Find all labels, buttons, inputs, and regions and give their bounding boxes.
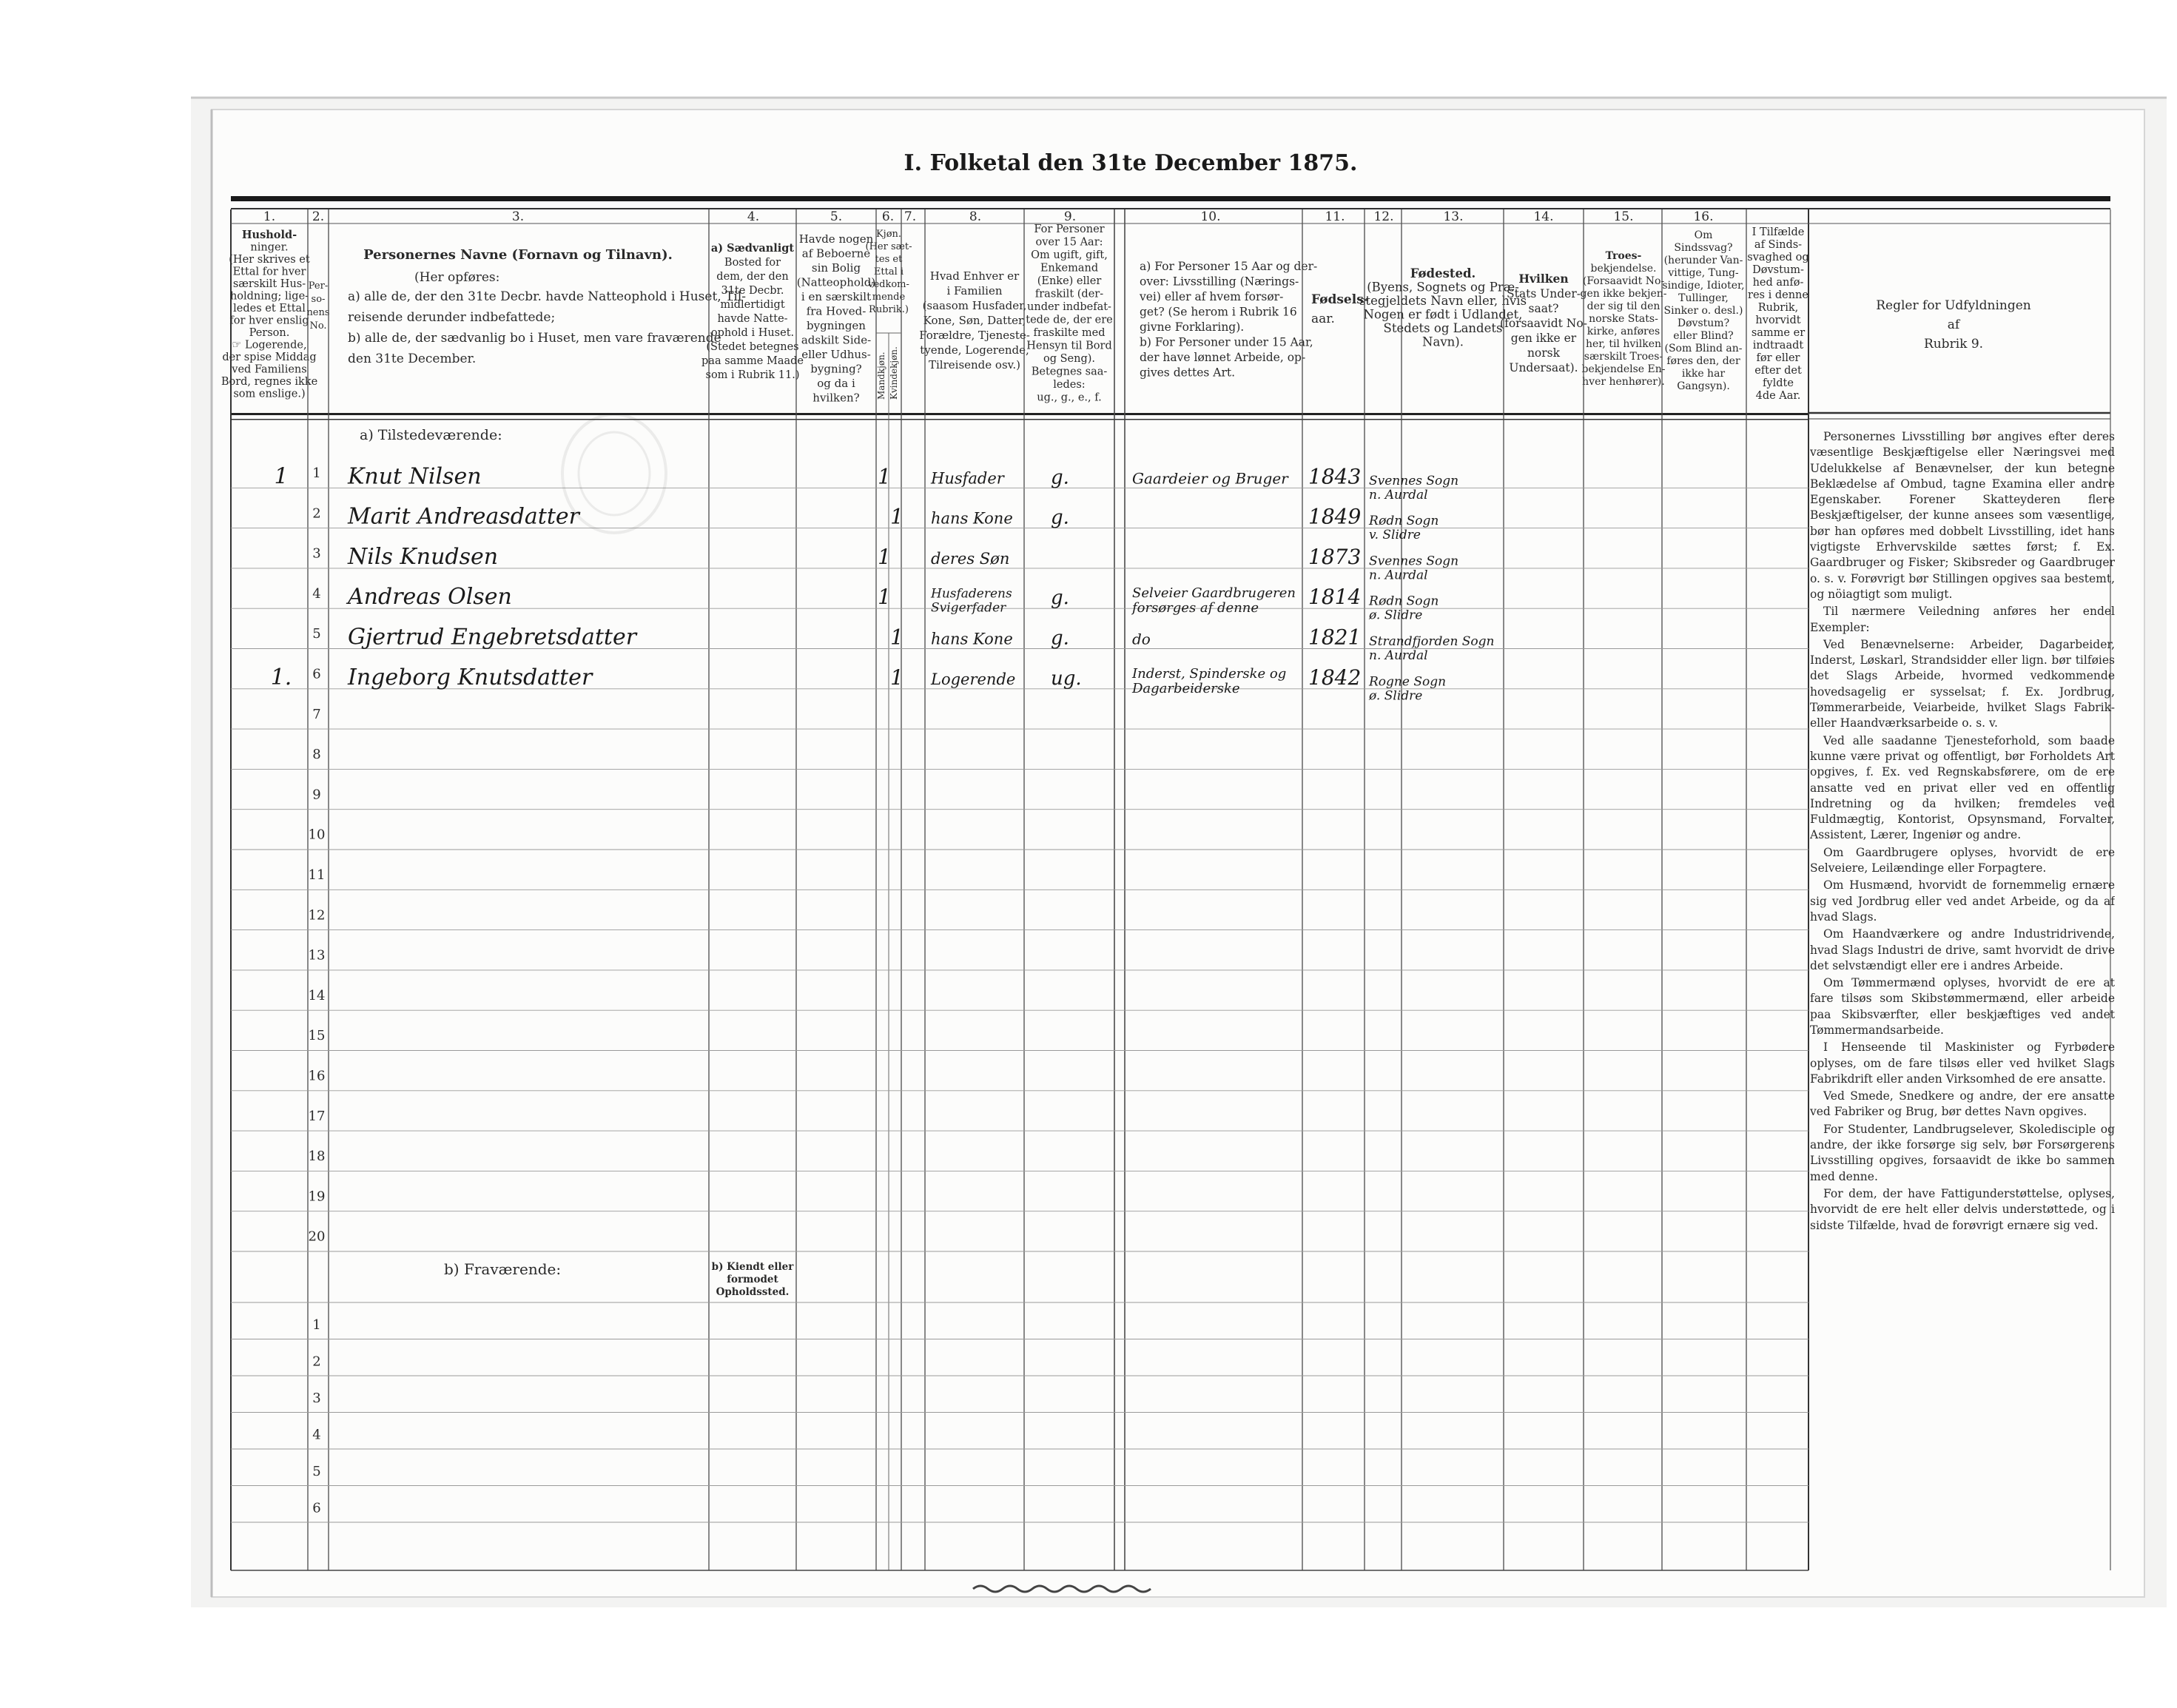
column-header-line: a) Sædvanligt bbox=[710, 242, 795, 255]
gender-female-mark: 1 bbox=[890, 504, 904, 529]
column-number: 3. bbox=[511, 209, 525, 224]
column-header-line: der spise Middag bbox=[222, 352, 317, 363]
column-header-line: Troes- bbox=[1605, 250, 1642, 262]
column-header-line: I Tilfælde bbox=[1752, 226, 1805, 238]
occupation: do bbox=[1132, 630, 1151, 648]
column-header-line: vedkom- bbox=[868, 279, 909, 290]
column-header-line: (forsaavidt No- bbox=[1500, 317, 1587, 330]
column-header-line: (Stedet betegnes bbox=[706, 341, 799, 353]
rules-paragraph: Om Gaardbrugere oplyses, hvorvidt de ere Selveiere, Leilændinge eller Forpagtere. bbox=[1810, 845, 2115, 875]
family-role: Logerende bbox=[931, 670, 1016, 688]
column-header-line: Betegnes saa- bbox=[1031, 366, 1108, 378]
occupation: Dagarbeiderske bbox=[1132, 680, 1240, 696]
column-header-line: stegjeldets Navn eller, hvis bbox=[1359, 294, 1527, 308]
column-header-line: b) alle de, der sædvanlig bo i Huset, men vare fraværende bbox=[348, 331, 721, 346]
gender-female-mark: 1 bbox=[890, 625, 904, 650]
column-header-line: ledes et Ettal bbox=[233, 303, 306, 315]
rules-paragraph: For dem, der have Fattigunderstøttelse, oplyses, hvorvidt de ere helt eller delvis understøttede, og i sidste Tilfælde, hvad de forøvrigt ernære sig ved. bbox=[1810, 1186, 2115, 1232]
column-header-line: No. bbox=[309, 320, 327, 332]
marital-status: g. bbox=[1051, 587, 1069, 610]
column-header-line: (saasom Husfader, bbox=[922, 299, 1027, 312]
marital-status: ug. bbox=[1051, 667, 1082, 690]
marital-status: g. bbox=[1051, 506, 1069, 529]
section-present-label: a) Tilstedeværende: bbox=[360, 427, 502, 443]
column-number: 1. bbox=[263, 209, 276, 224]
column-number: 7. bbox=[904, 209, 917, 224]
column-header-line: over 15 Aar: bbox=[1035, 236, 1103, 249]
row-number: 3 bbox=[312, 545, 321, 562]
column-header-line: Forældre, Tjeneste- bbox=[919, 329, 1030, 342]
rules-paragraph: Om Tømmermænd oplyses, hvorvidt de ere at fare tilsøs som Skibstømmermænd, eller arbeide paa Skibsværfter, eller beskjæftiges ved andet Tømmermandsarbeide. bbox=[1810, 976, 2115, 1037]
column-header-line: og da i bbox=[817, 377, 855, 390]
column-header-line: eller Blind? bbox=[1673, 330, 1734, 342]
column-header-line: over: Livsstilling (Nærings- bbox=[1140, 275, 1299, 289]
row-number: 2 bbox=[312, 1354, 321, 1370]
column-header-line: Gangsyn). bbox=[1677, 380, 1730, 392]
column-header-line: ved Familiens bbox=[232, 363, 307, 376]
column-header-line: Stats Under- bbox=[1507, 287, 1581, 300]
column-header-line: (Som Blind an- bbox=[1664, 343, 1743, 354]
gender-subheader: Kvindekjøn. bbox=[889, 346, 899, 400]
row-number: 1 bbox=[312, 465, 321, 481]
column-header-line: hvorvidt bbox=[1755, 315, 1801, 326]
family-role: hans Kone bbox=[931, 630, 1013, 648]
column-number: 8. bbox=[969, 209, 982, 224]
row-number: 12 bbox=[308, 907, 326, 924]
column-header-line: bygning? bbox=[810, 362, 862, 376]
column-number: 15. bbox=[1613, 209, 1634, 224]
column-header-line: før eller bbox=[1756, 352, 1800, 364]
column-header-line: fraskilte med bbox=[1033, 327, 1106, 339]
column-header-line: bekjendelse. bbox=[1590, 263, 1657, 275]
column-header-line: ophold i Huset. bbox=[710, 327, 795, 339]
row-number: 6 bbox=[312, 666, 321, 682]
column-header-line: i Familien bbox=[946, 284, 1003, 297]
row-number: 19 bbox=[308, 1188, 326, 1205]
column-header-line: Havde nogen bbox=[798, 232, 874, 246]
column-header-line: hvilken? bbox=[812, 391, 860, 405]
column-header-line: Bosted for bbox=[724, 257, 781, 269]
column-header-line: gen ikke er bbox=[1510, 332, 1577, 345]
column-header-line: Ettal for hver bbox=[232, 266, 306, 278]
column-header-line: fraskilt (der- bbox=[1034, 288, 1104, 300]
column-header-line: Navn). bbox=[1422, 334, 1464, 349]
column-header-line: Undersaat). bbox=[1509, 361, 1578, 374]
column-number: 5. bbox=[830, 209, 843, 224]
column-header-line: aar. bbox=[1311, 312, 1335, 326]
column-header-line: a) For Personer 15 Aar og der- bbox=[1140, 260, 1318, 273]
birthplace: Rødn Sogn bbox=[1369, 594, 1439, 609]
column-header-line: Ettal i bbox=[873, 266, 904, 278]
row-number: 6 bbox=[312, 1500, 321, 1516]
person-name: Andreas Olsen bbox=[348, 584, 512, 611]
occupation: Inderst, Spinderske og bbox=[1132, 665, 1287, 682]
row-number: 17 bbox=[308, 1108, 326, 1124]
column-header-line: af Sinds- bbox=[1754, 239, 1803, 251]
birthplace: v. Slidre bbox=[1369, 528, 1421, 543]
absent-note-line: formodet bbox=[727, 1274, 778, 1285]
column-number: 13. bbox=[1443, 209, 1464, 224]
occupation: forsørges af denne bbox=[1132, 600, 1259, 616]
row-number: 4 bbox=[312, 585, 321, 602]
column-header-line: fyldte bbox=[1763, 377, 1794, 389]
family-role: deres Søn bbox=[931, 549, 1010, 568]
row-number: 8 bbox=[312, 747, 321, 763]
birthplace: n. Aurdal bbox=[1369, 568, 1428, 583]
row-number: 15 bbox=[308, 1028, 326, 1044]
birthplace: Rogne Sogn bbox=[1369, 674, 1447, 690]
column-header-line: Regler for Udfyldningen bbox=[1876, 298, 2031, 313]
column-header-line: hver henhører). bbox=[1582, 376, 1665, 388]
rules-paragraph: Om Husmænd, hvorvidt de fornemmelig ernære sig ved Jordbrug eller ved andet Arbeide, og da af hvad Slags. bbox=[1810, 878, 2115, 924]
birthplace: ø. Slidre bbox=[1369, 688, 1423, 704]
column-header-line: vei) eller af hvem forsør- bbox=[1140, 290, 1284, 303]
column-header-line: bekjendelse En- bbox=[1581, 363, 1666, 375]
row-number: 4 bbox=[312, 1427, 321, 1443]
column-header-line: der have lønnet Arbeide, op- bbox=[1140, 351, 1306, 364]
column-number: 9. bbox=[1063, 209, 1077, 224]
column-header-line: Personernes Navne (Fornavn og Tilnavn). bbox=[363, 247, 673, 263]
column-header-line: svaghed og bbox=[1747, 252, 1809, 263]
column-header-line: adskilt Side- bbox=[801, 333, 872, 347]
occupation: Selveier Gaardbrugeren bbox=[1132, 585, 1296, 602]
column-header-line: efter det bbox=[1754, 365, 1802, 377]
column-header-line: Hushold- bbox=[241, 229, 297, 241]
column-header-line: sindige, Idioter, bbox=[1662, 280, 1745, 292]
column-header-line: den 31te December. bbox=[348, 352, 477, 366]
column-header-line: som enslige.) bbox=[233, 388, 306, 400]
column-header-line: gen ikke bekjen- bbox=[1580, 288, 1667, 300]
column-header-line: og Seng). bbox=[1043, 353, 1096, 365]
column-header-line: hed anfø- bbox=[1752, 277, 1804, 289]
marital-status: g. bbox=[1051, 627, 1069, 650]
row-number: 3 bbox=[312, 1391, 321, 1406]
row-number: 7 bbox=[312, 706, 321, 722]
column-header-line: Rubrik 9. bbox=[1923, 337, 1984, 352]
column-number: 2. bbox=[312, 209, 325, 224]
column-header-line: ledes: bbox=[1053, 379, 1086, 391]
column-header-line: 4de Aar. bbox=[1755, 390, 1801, 402]
absent-note-line: b) Kiendt eller bbox=[711, 1261, 794, 1273]
birth-year: 1814 bbox=[1308, 585, 1362, 610]
column-header-line: Bord, regnes ikke bbox=[221, 376, 318, 388]
column-header-line: her, til hvilken bbox=[1585, 338, 1662, 350]
person-name: Marit Andreasdatter bbox=[348, 503, 579, 530]
column-header-line: Rubrik.) bbox=[869, 304, 909, 315]
person-name: Nils Knudsen bbox=[348, 543, 499, 570]
column-header-line: Døvstum- bbox=[1752, 264, 1804, 276]
rules-paragraph: I Henseende til Maskinister og Fyrbødere oplyses, om de fare tilsøs eller ved hvilket Slags Fabrikdrift eller anden Virksomhed de ere ansatte. bbox=[1810, 1040, 2115, 1086]
row-number: 10 bbox=[308, 827, 326, 843]
birthplace: ø. Slidre bbox=[1369, 608, 1423, 623]
column-header-line: holdning; lige- bbox=[229, 290, 309, 303]
rules-paragraph: Om Haandværkere og andre Industridrivende, hvad Slags Industri de drive, samt hvorvidt de drive det selvstændigt eller ere i andres Arbeide. bbox=[1810, 927, 2115, 972]
birth-year: 1873 bbox=[1308, 544, 1362, 569]
column-header-line: mende bbox=[872, 292, 906, 303]
row-number: 20 bbox=[308, 1228, 326, 1245]
column-header-line: so- bbox=[311, 294, 326, 305]
column-number: 11. bbox=[1325, 209, 1345, 224]
column-header-line: Fødsels- bbox=[1311, 292, 1369, 307]
column-header-line: der sig til den bbox=[1587, 300, 1660, 312]
column-header-line: (Forsaavidt No- bbox=[1582, 275, 1665, 287]
column-header-line: havde Natte- bbox=[717, 313, 788, 325]
column-header-line: Enkemand bbox=[1040, 262, 1099, 275]
birthplace: Rødn Sogn bbox=[1369, 514, 1439, 529]
column-header-line: saat? bbox=[1528, 302, 1559, 315]
column-header-line: Hvad Enhver er bbox=[929, 269, 1020, 283]
column-header-line: sin Bolig bbox=[811, 261, 861, 275]
column-header-line: Rubrik, bbox=[1757, 302, 1799, 314]
gender-male-mark: 1 bbox=[878, 464, 891, 489]
row-number: 9 bbox=[312, 787, 321, 803]
column-header-line: dem, der den bbox=[716, 271, 789, 283]
column-header-line: tes et bbox=[875, 254, 903, 265]
column-header-line: i en særskilt bbox=[801, 290, 872, 303]
household-count: 1. bbox=[270, 664, 292, 690]
column-header-line: Kjøn. bbox=[875, 229, 902, 240]
column-header-line: Stedets og Landets bbox=[1383, 321, 1503, 335]
row-number: 13 bbox=[308, 947, 326, 964]
column-header-line: 31te Decbr. bbox=[721, 285, 784, 297]
column-header-1 bbox=[221, 229, 317, 400]
column-header-line: under indbefat- bbox=[1027, 301, 1111, 313]
column-header-line: ug., g., e., f. bbox=[1037, 391, 1102, 404]
column-header-line: for hver enslig bbox=[229, 315, 309, 327]
row-number: 11 bbox=[308, 867, 326, 883]
column-header-line: særskilt Hus- bbox=[232, 278, 306, 290]
column-header-line: Sindssvag? bbox=[1674, 242, 1733, 254]
column-header-line: a) alle de, der den 31te Decbr. havde Natteophold i Huset, Til- bbox=[348, 289, 747, 304]
family-role: Husfaderens bbox=[931, 586, 1012, 602]
row-number: 14 bbox=[308, 987, 326, 1003]
column-header-line: (Her opføres: bbox=[414, 270, 500, 285]
rules-sidebar-text bbox=[1810, 429, 2115, 1569]
column-header-line: ninger. bbox=[250, 241, 289, 254]
rules-paragraph: Personernes Livsstilling bør angives efter deres væsentlige Beskjæftigelse eller Næringsvei med Udelukkelse af Benævnelser, der kun betegne Beklædelse af Ombud, tagne Examina eller andre Egenskaber. Forener Skatteyderen flere Beskjæftigelser, der kunne ansees som væsentlige, bør han opføres med dobbelt Livsstilling, idet hans vigtigste Erhvervskilde sættes først; f. Ex. Gaardbruger og Fisker; Skibsreder og Gaardbruger o. s. v. Forøvrigt bør Stillingen opgives saa bestemt, og nöiagtigt som muligt. bbox=[1810, 430, 2115, 601]
rules-paragraph: Til nærmere Veiledning anføres her endel Exempler: bbox=[1810, 605, 2115, 634]
column-header-line: Tilreisende osv.) bbox=[929, 358, 1020, 371]
column-header-line: af bbox=[1947, 317, 1960, 332]
birth-year: 1821 bbox=[1308, 625, 1362, 650]
occupation: Gaardeier og Bruger bbox=[1132, 469, 1288, 488]
row-number: 18 bbox=[308, 1149, 326, 1165]
column-header-line: Fødested. bbox=[1410, 266, 1476, 280]
column-header-line: nens bbox=[306, 307, 330, 318]
column-number: 4. bbox=[747, 209, 760, 224]
column-header-line: paa samme Maade bbox=[701, 355, 804, 367]
household-count: 1 bbox=[274, 463, 289, 490]
column-header-line: reisende derunder indbefattede; bbox=[348, 310, 556, 325]
birthplace: Svennes Sogn bbox=[1369, 473, 1459, 488]
column-header-line: bygningen bbox=[807, 319, 866, 332]
gender-male-mark: 1 bbox=[878, 544, 891, 569]
column-header-line: Per- bbox=[308, 280, 329, 292]
column-header-line: midlertidigt bbox=[720, 299, 785, 311]
column-header-line: Om ugift, gift, bbox=[1031, 249, 1108, 261]
column-header-line: Nogen er født i Udlandet, bbox=[1363, 307, 1523, 322]
column-header-line: gives dettes Art. bbox=[1140, 366, 1236, 380]
column-header-line: Kone, Søn, Datter, bbox=[923, 314, 1026, 327]
row-number: 5 bbox=[312, 626, 321, 642]
family-role: Svigerfader bbox=[931, 600, 1006, 616]
person-name: Ingeborg Knutsdatter bbox=[348, 664, 593, 690]
column-header-line: Døvstum? bbox=[1677, 317, 1730, 329]
column-header-13 bbox=[1581, 250, 1667, 388]
row-number: 2 bbox=[312, 505, 321, 522]
marital-status: g. bbox=[1051, 466, 1069, 489]
family-role: Husfader bbox=[931, 469, 1004, 488]
birthplace: n. Aurdal bbox=[1369, 648, 1428, 663]
birth-year: 1849 bbox=[1308, 504, 1362, 529]
column-header-line: Person. bbox=[249, 327, 290, 339]
column-header-line: (Byens, Sognets og Præ- bbox=[1367, 280, 1519, 295]
column-header-line: norske Stats- bbox=[1589, 313, 1658, 325]
row-number: 5 bbox=[312, 1464, 321, 1479]
column-header-line: Hensyn til Bord bbox=[1026, 340, 1112, 352]
column-header-line: b) For Personer under 15 Aar, bbox=[1140, 335, 1313, 349]
column-header-line: særskilt Troes- bbox=[1584, 351, 1663, 363]
column-header-line: eller Udhus- bbox=[801, 348, 871, 361]
column-header-line: Hvilken bbox=[1518, 272, 1569, 286]
column-header-line: tyende, Logerende, bbox=[920, 343, 1029, 357]
gender-female-mark: 1 bbox=[890, 665, 904, 690]
family-role: hans Kone bbox=[931, 509, 1013, 528]
gender-male-mark: 1 bbox=[878, 585, 891, 610]
birth-year: 1843 bbox=[1308, 464, 1362, 489]
row-number: 16 bbox=[308, 1068, 326, 1084]
column-header-line: tede de, der ere bbox=[1026, 314, 1113, 326]
column-header-line: indtraadt bbox=[1752, 340, 1804, 352]
column-header-line: Tullinger, bbox=[1678, 292, 1729, 304]
column-header-line: ☞ Logerende, bbox=[232, 339, 307, 352]
column-header-line: af Beboerne bbox=[801, 246, 871, 260]
form-title: I. Folketal den 31te December 1875. bbox=[904, 150, 1358, 176]
gender-subheader: Mandkjøn. bbox=[876, 352, 886, 400]
column-header-line: (Enke) eller bbox=[1037, 275, 1102, 287]
section-absent-label: b) Fraværende: bbox=[444, 1260, 562, 1278]
column-header-8 bbox=[1026, 223, 1112, 404]
column-header-line: norsk bbox=[1527, 346, 1561, 360]
column-header-line: Sinker o. desl.) bbox=[1663, 305, 1743, 317]
column-header-15 bbox=[1747, 226, 1808, 402]
column-header-line: For Personer bbox=[1034, 223, 1105, 235]
column-header-line: (Her skrives et bbox=[229, 254, 310, 266]
column-header-line: fra Hoved- bbox=[806, 304, 867, 318]
rules-paragraph: For Studenter, Landbrugselever, Skoledisciple og andre, der ikke forsørge sig selv, bør Forsørgerens Livsstilling opgives, forsaavidt de ikke bo sammen med denne. bbox=[1810, 1122, 2115, 1183]
rules-paragraph: Ved alle saadanne Tjenesteforhold, som baade kunne være privat og offentligt, bør Forholdets Art opgives, f. Ex. ved Regnskabsførere, om de ere ansatte ved en privat eller ved en offentlig Indretning og da hvilken; fremdeles ved Fuldmægtig, Kontorist, Opsynsmand, Forvalter, Assistent, Lærer, Ingeniør og andre. bbox=[1810, 733, 2115, 842]
rules-paragraph: Ved Smede, Snedkere og andre, der ere ansatte ved Fabriker og Brug, bør dettes Navn opgives. bbox=[1810, 1089, 2115, 1119]
column-header-line: som i Rubrik 11.) bbox=[705, 369, 800, 381]
column-header-line: get? (Se herom i Rubrik 16 bbox=[1140, 305, 1297, 319]
column-header-line: føres den, der bbox=[1666, 355, 1740, 367]
column-number: 14. bbox=[1533, 209, 1554, 224]
column-number: 16. bbox=[1693, 209, 1714, 224]
birthplace: n. Aurdal bbox=[1369, 487, 1428, 502]
column-header-line: (Her sæt- bbox=[865, 241, 912, 252]
column-header-line: samme er bbox=[1751, 327, 1806, 339]
birth-year: 1842 bbox=[1308, 665, 1362, 690]
column-header-line: (herunder Van- bbox=[1663, 255, 1743, 266]
column-header-line: vittige, Tung- bbox=[1668, 267, 1739, 279]
column-header-line: ikke har bbox=[1681, 368, 1726, 380]
column-number: 6. bbox=[881, 209, 895, 224]
column-number: 12. bbox=[1373, 209, 1394, 224]
person-name: Knut Nilsen bbox=[348, 463, 482, 490]
rules-paragraph: Ved Benævnelserne: Arbeider, Dagarbeider, Inderst, Løskarl, Strandsidder eller lign. bør tilføies det Slags Arbeide, hvormed vedkommende hovedsagelig er sysselsat; f. Ex. Jordbrug, Tømmerarbeide, Veiarbeide, hvilket Slags Fabrik- eller Haandværksarbeide o. s. v. bbox=[1810, 637, 2115, 730]
column-header-line: res i denne bbox=[1748, 289, 1808, 301]
row-number: 1 bbox=[312, 1317, 321, 1333]
column-header-line: kirke, anføres bbox=[1587, 326, 1660, 337]
absent-note-line: Opholdssted. bbox=[716, 1286, 790, 1298]
column-header-line: givne Forklaring). bbox=[1140, 320, 1245, 334]
column-number: 10. bbox=[1200, 209, 1221, 224]
column-header-line: (Natteophold) bbox=[796, 275, 876, 289]
person-name: Gjertrud Engebretsdatter bbox=[348, 624, 637, 650]
birthplace: Strandfjorden Sogn bbox=[1369, 634, 1495, 649]
column-header-line: Om bbox=[1694, 229, 1713, 241]
birthplace: Svennes Sogn bbox=[1369, 554, 1459, 569]
